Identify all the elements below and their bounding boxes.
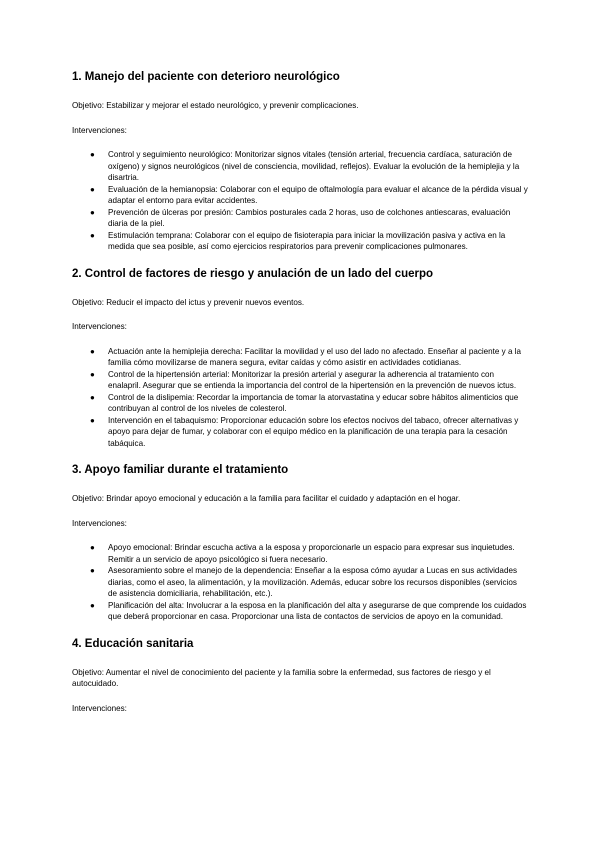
list-item: ● Estimulación temprana: Colaborar con el equipo de fisioterapia para iniciar la movilización pasiva y activa en la medida que sea posible, así como ejercicios respiratorios para prevenir complicaciones pulmonares. [90, 230, 506, 251]
list-item: ● Prevención de úlceras por presión: Cambios posturales cada 2 horas, uso de colchones antiescaras, evaluación diaria de la piel. [90, 207, 511, 228]
bullet-icon: ● [90, 207, 95, 217]
list-item: ● Planificación del alta: Involucrar a la esposa en la planificación del alta y asegurarse de que comprende los cuidados que deberá proporcionar en casa. Proporcionar una lista de contactos de servicios de apoyo en la comunidad. [90, 600, 527, 621]
bullet-icon: ● [90, 543, 95, 552]
bullet-icon: ● [90, 415, 95, 425]
interventions-label: Intervenciones: [72, 322, 127, 331]
section-heading: 3. Apoyo familiar durante el tratamiento [72, 464, 289, 476]
list-item: ● Asesoramiento sobre el manejo de la dependencia: Enseñar a la esposa cómo ayudar a Lucas en sus actividades diarias, como el aseo, la alimentación, y la movilización. Además, educar sobre los recursos disponibles (servicios de asistencia domiciliaria, rehabilitación, etc.). [90, 566, 517, 598]
section-1 [72, 70, 528, 253]
bullet-icon: ● [90, 346, 95, 356]
interventions-list [72, 346, 528, 450]
bullet-icon: ● [90, 600, 95, 610]
section-objective: Objetivo: Aumentar el nivel de conocimiento del paciente y la familia sobre la enfermedad, sus factores de riesgo y el autocuidado. [72, 667, 491, 688]
interventions-label: Intervenciones: [72, 703, 127, 713]
bullet-icon: ● [90, 392, 95, 402]
section-4 [72, 637, 528, 715]
list-item: ● Apoyo emocional: Brindar escucha activa a la esposa y proporcionarle un espacio para expresar sus inquietudes. Remitir a un servicio de apoyo psicológico si fuera necesario. [90, 543, 515, 564]
section-heading: 2. Control de factores de riesgo y anulación de un lado del cuerpo [72, 267, 434, 280]
bullet-icon: ● [90, 566, 95, 575]
section-objective: Objetivo: Estabilizar y mejorar el estado neurológico, y prevenir complicaciones. [72, 101, 359, 110]
list-item: ● Evaluación de la hemianopsia: Colaborar con el equipo de oftalmología para evaluar el alcance de la pérdida visual y adaptar el entorno para evitar accidentes. [90, 184, 528, 205]
section-objective: Objetivo: Brindar apoyo emocional y educación a la familia para facilitar el cuidado y adaptación en el hogar. [72, 494, 461, 503]
section-heading: 1. Manejo del paciente con deterioro neurológico [72, 71, 340, 83]
bullet-icon: ● [90, 369, 95, 379]
list-item: ● Actuación ante la hemiplejia derecha: Facilitar la movilidad y el uso del lado no afectado. Enseñar al paciente y a la familia cómo movilizarse de manera segura, evitar caídas y cómo asistir en actividades cotidianas. [90, 346, 522, 367]
list-item: ● Control de la hipertensión arterial: Monitorizar la presión arterial y asegurar la adherencia al tratamiento con enalapril. Asegurar que se entienda la importancia del control de la hipertensión en la prevención de nuevos ictus. [90, 369, 517, 390]
section-2 [72, 267, 528, 450]
document-content [72, 70, 528, 727]
interventions-label: Intervenciones: [72, 518, 127, 528]
bullet-icon: ● [90, 184, 95, 194]
section-heading: 4. Educación sanitaria [72, 637, 194, 650]
list-item: ● Control y seguimiento neurológico: Monitorizar signos vitales (tensión arterial, frecuencia cardíaca, saturación de oxígeno) y signos neurológicos (nivel de consciencia, movilidad, reflejos). Evaluar la evolución de la hemiplejia y la disartria. [90, 150, 520, 182]
section-3 [72, 463, 528, 623]
bullet-icon: ● [90, 230, 95, 240]
interventions-label: Intervenciones: [72, 125, 127, 135]
section-objective: Objetivo: Reducir el impacto del ictus y prevenir nuevos eventos. [72, 297, 305, 307]
interventions-list [72, 542, 528, 623]
list-item: ● Control de la dislipemia: Recordar la importancia de tomar la atorvastatina y educar sobre hábitos alimenticios que contribuyan al control de los niveles de colesterol. [90, 392, 519, 413]
interventions-list [72, 149, 528, 253]
list-item: ● Intervención en el tabaquismo: Proporcionar educación sobre los efectos nocivos del tabaco, ofrecer alternativas y apoyo para dejar de fumar, y colaborar con el equipo médico en la planificación de una terapia para la cesación tabáquica. [90, 415, 519, 448]
bullet-icon: ● [90, 150, 95, 159]
